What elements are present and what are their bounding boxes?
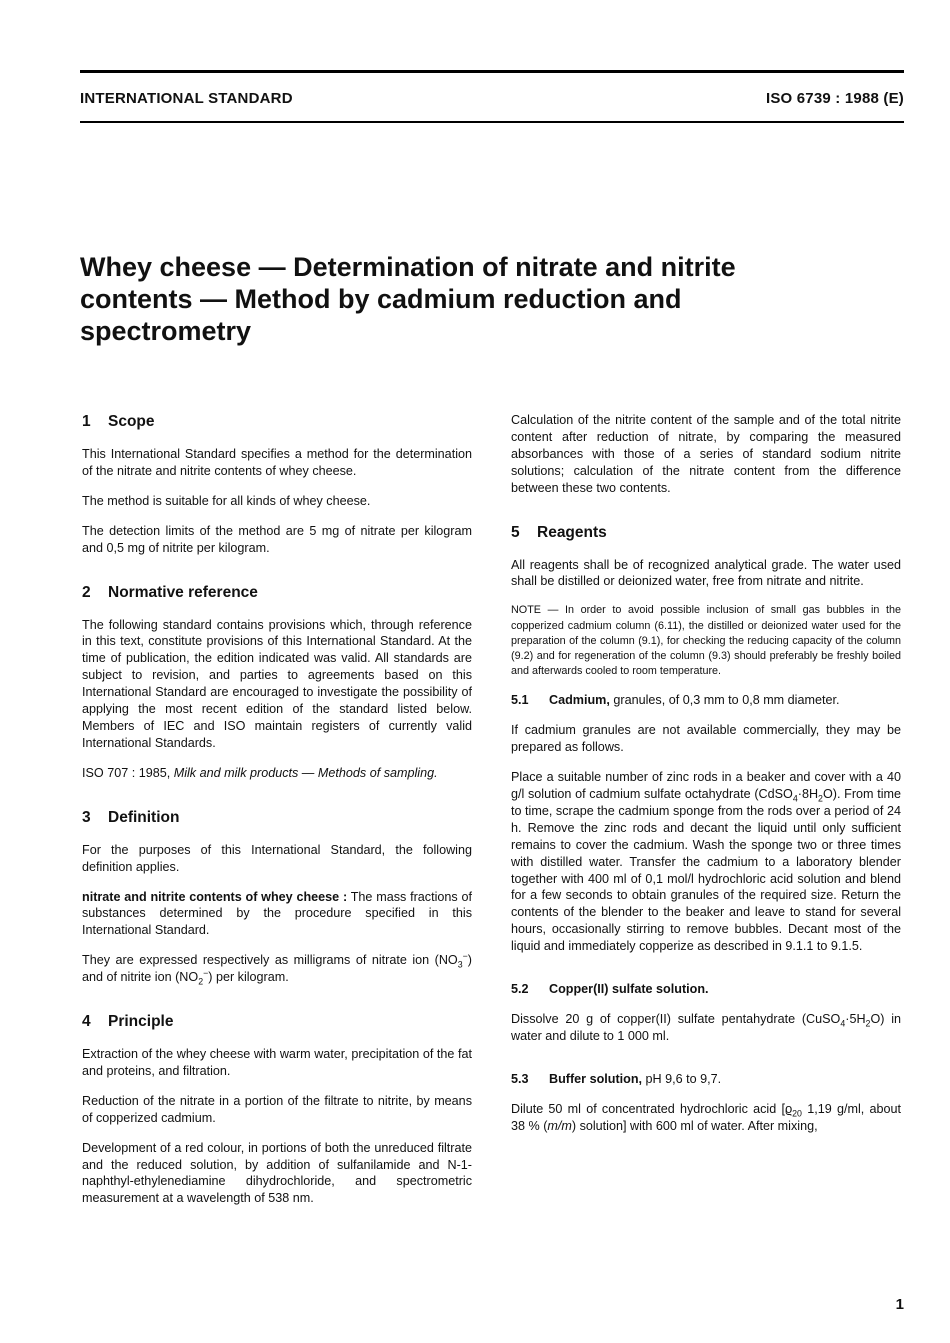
section-heading-normative-reference: 2 Normative reference [82, 583, 258, 601]
section-heading-reagents: 5 Reagents [511, 523, 607, 541]
definition-paragraph-1: For the purposes of this International Standard, the following definition applies. [82, 842, 472, 874]
principle-paragraph-2: Reduction of the nitrate in a portion of the filtrate to nitrite, by means of copperized cadmium. [82, 1093, 472, 1125]
principle-paragraph-3: Development of a red colour, in portions of both the unreduced filtrate and the reduced solution, by addition of sulfanilamide and N-1-naphthyl-ethylenediamine dihydrochloride, and spectrometric measurement at a wavelength of 538 nm. [82, 1140, 472, 1206]
document-title: Whey cheese — Determination of nitrate and nitrite contents — Method by cadmium reduction and spectrometry [80, 252, 736, 346]
header-rule-top [80, 70, 904, 73]
subclause-5-2: 5.2 Copper(II) sulfate solution. [511, 982, 709, 997]
section-heading-principle: 4 Principle [82, 1013, 174, 1031]
right-column [511, 412, 901, 1147]
normative-paragraph: The following standard contains provisions which, through reference in this text, constitute provisions of this International Standard. At the time of publication, the edition indicated was valid. All standards are subject to revision, and parties to agreements based on this International Standard are encouraged to investigate the possibility of applying the most recent edition of the standard listed below. Members of IEC and ISO maintain registers of currently valid International Standards. [82, 617, 472, 750]
subclause-5-3: 5.3 Buffer solution, pH 9,6 to 9,7. [511, 1071, 722, 1086]
scope-paragraph-1: This International Standard specifies a method for the determination of the nitrate and nitrite contents of whey cheese. [82, 447, 472, 478]
document-type: INTERNATIONAL STANDARD [80, 90, 293, 107]
document-number: ISO 6739 : 1988 (E) [765, 90, 904, 107]
subclause-5-1: 5.1 Cadmium, granules, of 0,3 mm to 0,8 mm diameter. [511, 693, 840, 708]
principle-paragraph-1: Extraction of the whey cheese with warm water, precipitation of the fat and proteins, and filtration. [82, 1047, 472, 1078]
definition-term-entry: nitrate and nitrite contents of whey cheese : The mass fractions of substances determined by the procedure specified in this International Standard. [82, 889, 472, 938]
reagents-note: NOTE — In order to avoid possible inclusion of small gas bubbles in the copperized cadmium column (6.11), the distilled or deionized water used for the preparation of the column (9.1), for checking the reducing capacity of the column (9.2) and for regeneration of the column (9.3) should preferably be freshly boiled and afterwards cooled to room temperature. [511, 604, 901, 678]
page-number: 1 [895, 1296, 904, 1313]
header-rule-bottom [80, 121, 904, 123]
normative-reference-entry: ISO 707 : 1985, Milk and milk products — Methods of sampling. [82, 765, 438, 780]
cadmium-paragraph-1: If cadmium granules are not available commercially, they may be prepared as follows. [511, 723, 901, 755]
copper-sulfate-paragraph: Dissolve 20 g of copper(II) sulfate pentahydrate $(CuSO_4\cdot 5H_2O)$ in water and dilute to 1 000 ml. [511, 1011, 901, 1043]
reagents-paragraph: All reagents shall be of recognized analytical grade. The water used shall be distilled or deionized water, free from nitrate and nitrite. [511, 557, 901, 589]
principle-paragraph-4: Calculation of the nitrite content of the sample and of the total nitrite content after reduction of nitrate, by comparing the measured absorbances with those of a series of standard sodium nitrite solutions; calculation of the nitrate content from the difference between these two contents. [511, 413, 901, 495]
section-heading-definition: 3 Definition [82, 808, 180, 826]
scope-paragraph-3: The detection limits of the method are 5 mg of nitrate per kilogram and 0,5 mg of nitrite per kilogram. [82, 523, 472, 555]
cadmium-paragraph-2: Place a suitable number of zinc rods in a beaker and cover with a 40 g/l solution of cadmium sulfate octahydrate $(CdSO_4\cdot 8H_2O)$. From time to time, scrape the cadmium sponge from the rods over a period of 24 h. Remove the zinc rods and decant the liquid until only sufficient remains to cover the cadmium. Wash the sponge two or three times with distilled water. Transfer the cadmium to a laboratory blender together with 400 ml of 0,1 mol/l hydrochloric acid solution and blend for a few seconds to obtain granules of the required size. Return the contents of the blender to the beaker and leave to stand for several hours, occasionally stirring to remove bubbles. Decant most of the liquid and immediately copperize as described in 9.1.1 to 9.1.5. [511, 770, 901, 954]
buffer-solution-paragraph: Dilute 50 ml of concentrated hydrochloric acid [$ϱ_{20}$ 1,19 g/ml, about 38 % (m/m) solution] with 600 ml of water. After mixing, [511, 1101, 901, 1133]
section-heading-scope: 1 Scope [82, 413, 155, 430]
left-column [82, 412, 472, 1220]
scope-paragraph-2: The method is suitable for all kinds of whey cheese. [82, 493, 371, 508]
definition-paragraph-3: They are expressed respectively as milligrams of nitrate ion $(NO_3^-)$ and of nitrite ion $(NO_2^-)$ per kilogram. [82, 951, 472, 987]
